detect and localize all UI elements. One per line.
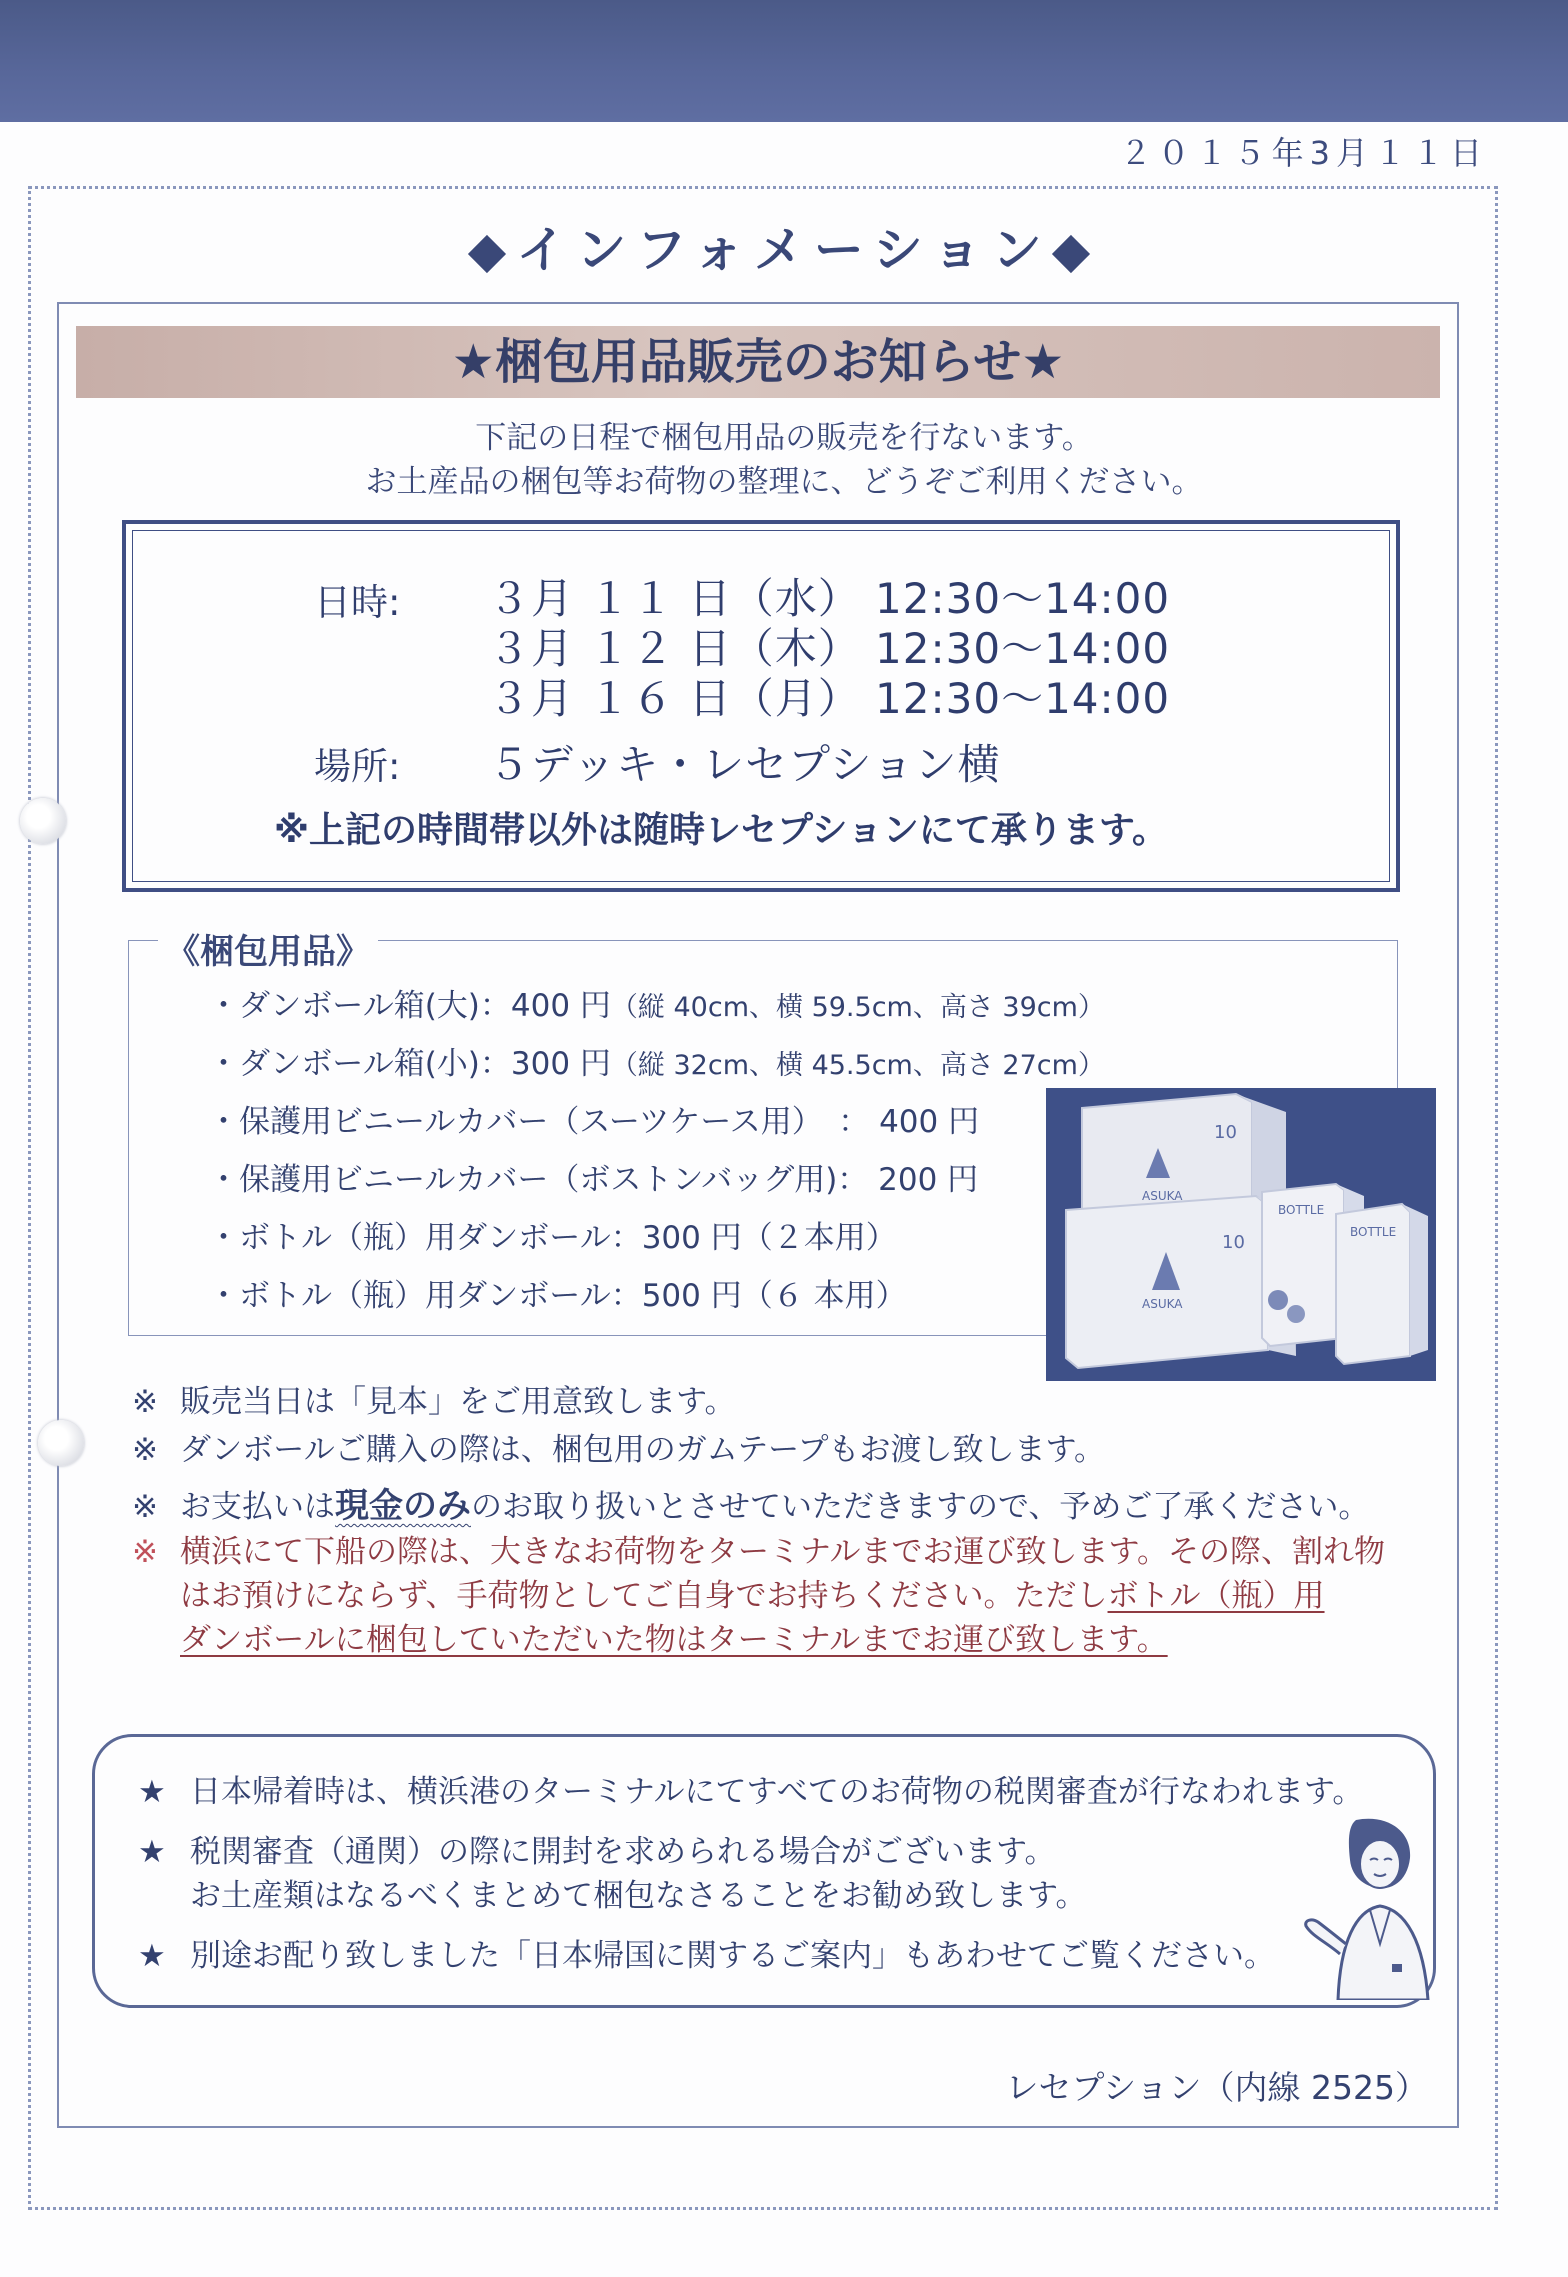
bottle-text: BOTTLE	[1350, 1225, 1397, 1239]
item-bottle-box-6: ・ボトル（瓶）用ダンボール：500 円（６ 本用）	[208, 1278, 907, 1314]
item-main: ・ダンボール箱(大)：400 円	[208, 988, 611, 1024]
items-title: 《梱包用品》	[158, 924, 378, 973]
note-tape	[132, 1428, 1472, 1472]
place-label: 場所:	[314, 745, 401, 788]
binder-hole-bottom	[38, 1420, 84, 1466]
note-mark: ※	[132, 1534, 158, 1570]
note-mark: ※	[132, 1432, 158, 1468]
note-text: 横浜にて下船の際は、大きなお荷物をターミナルまでお運び致します。その際、割れ物	[180, 1534, 1385, 1570]
datetime-label: 日時:	[314, 581, 401, 624]
note-sample	[132, 1380, 1472, 1424]
bottle-text: BOTTLE	[1278, 1203, 1325, 1217]
note-text: はお預けにならず、手荷物としてご自身でお持ちください。ただし	[180, 1578, 1108, 1614]
brand-text: ASUKA	[1142, 1189, 1183, 1203]
note-text-pre: お支払いは	[180, 1489, 335, 1525]
note-yokohama-line-3	[132, 1618, 1472, 1662]
star-icon: ★	[138, 1938, 166, 1974]
note-mark: ※	[132, 1384, 158, 1420]
note-yokohama	[132, 1530, 1472, 1662]
star-icon: ★	[138, 1774, 166, 1810]
item-small-box	[208, 1038, 1105, 1083]
reception-contact: レセプション（内線 2525）	[1005, 2068, 1428, 2107]
customs-text: 別途お配り致しました「日本帰国に関するご案内」もあわせてご覧ください。	[190, 1938, 1275, 1974]
intro-text	[0, 416, 1568, 504]
customs-line-2b: お土産類はなるべくまとめて梱包なさることをお勧め致します。	[190, 1878, 1087, 1914]
staff-illustration-icon	[1300, 1814, 1440, 2000]
customs-text: 日本帰着時は、横浜港のターミナルにてすべてのお荷物の税関審査が行なわれます。	[190, 1774, 1364, 1810]
note-text-underlined: ボトル（瓶）用	[1107, 1578, 1325, 1614]
schedule-date-1: ３月 １１ 日（水） 12:30～14:00	[488, 574, 1171, 623]
item-main: ・ダンボール箱(小)：300 円	[208, 1046, 611, 1082]
note-text-post: のお取り扱いとさせていただきますので、予めご了承ください。	[471, 1489, 1370, 1525]
intro-line-2: お土産品の梱包等お荷物の整理に、どうぞご利用ください。	[365, 464, 1203, 500]
customs-line-2	[138, 1826, 1056, 1871]
customs-line-1	[138, 1766, 1363, 1811]
note-text: 販売当日は「見本」をご用意致します。	[180, 1384, 736, 1420]
brand-text: ASUKA	[1142, 1297, 1183, 1311]
document-date: ２０１５年3月１１日	[1119, 134, 1488, 172]
item-large-box	[208, 980, 1105, 1025]
note-text: ダンボールご購入の際は、梱包用のガムテープもお渡し致します。	[180, 1432, 1106, 1468]
item-detail: （縦 32cm、横 45.5cm、高さ 27cm）	[610, 1050, 1105, 1081]
star-icon: ★	[138, 1834, 166, 1870]
note-text-underlined: ダンボールに梱包していただいた物はターミナルまでお運び致します。	[180, 1622, 1168, 1658]
box-number-text: 10	[1222, 1232, 1245, 1253]
note-text-emphasis: 現金のみ	[335, 1486, 471, 1526]
intro-line-1: 下記の日程で梱包用品の販売を行ないます。	[475, 420, 1093, 456]
binder-hole-top	[20, 798, 66, 844]
item-bag-cover: ・保護用ビニールカバー（ボストンバッグ用)： 200 円	[208, 1162, 979, 1198]
customs-text: 税関審査（通関）の際に開封を求められる場合がございます。	[190, 1834, 1056, 1870]
note-yokohama-line-1	[132, 1530, 1472, 1574]
note-yokohama-line-2	[132, 1574, 1472, 1618]
item-suitcase-cover: ・保護用ビニールカバー（スーツケース用） ： 400 円	[208, 1104, 980, 1140]
schedule-date-3: ３月 １６ 日（月） 12:30～14:00	[488, 674, 1171, 723]
note-payment	[132, 1484, 1472, 1529]
page-title: ◆インフォメーション◆	[467, 221, 1101, 279]
item-detail: （縦 40cm、横 59.5cm、高さ 39cm）	[610, 992, 1105, 1023]
item-bottle-box-2: ・ボトル（瓶）用ダンボール：300 円（２本用）	[208, 1220, 897, 1256]
place-value: ５デッキ・レセプション横	[488, 740, 1001, 789]
packing-boxes-photo	[1046, 1088, 1436, 1381]
boxes-illustration	[1046, 1088, 1436, 1381]
schedule-date-2: ３月 １２ 日（木） 12:30～14:00	[488, 624, 1171, 673]
schedule-note: ※上記の時間帯以外は随時レセプションにて承ります。	[274, 810, 1168, 851]
note-mark: ※	[132, 1489, 158, 1525]
notice-banner: ★梱包用品販売のお知らせ★	[76, 326, 1440, 398]
top-header-band	[0, 0, 1568, 122]
box-number-text: 10	[1214, 1122, 1237, 1143]
customs-line-3	[138, 1930, 1275, 1975]
